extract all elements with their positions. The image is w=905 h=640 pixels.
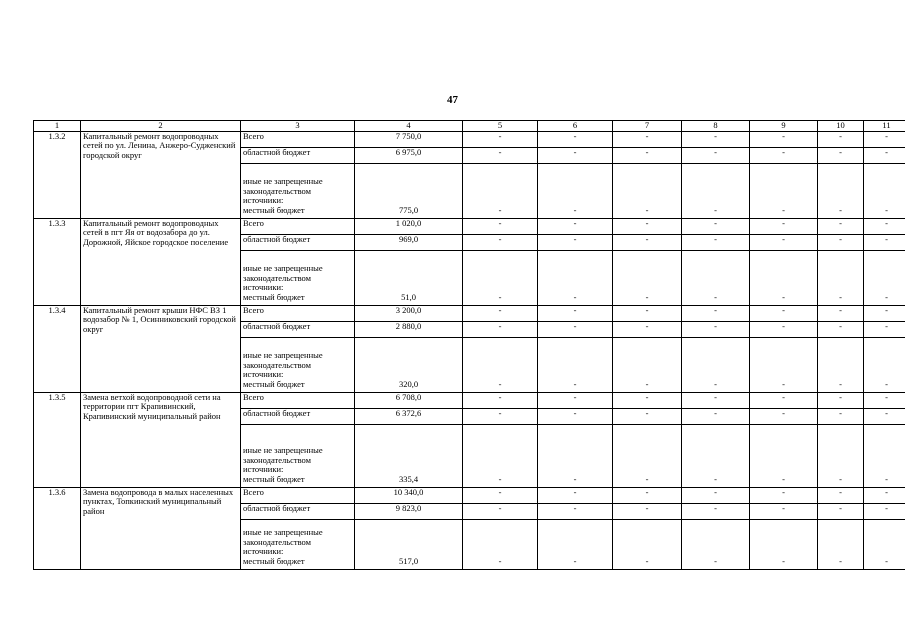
funding-amount: 517,0 [355, 519, 463, 569]
column-number: 5 [463, 121, 538, 132]
year-value: - [463, 147, 538, 163]
year-value: - [864, 519, 905, 569]
year-value: - [750, 503, 818, 519]
funding-source-other: иные не запрещенные законодательством источники: [243, 445, 323, 475]
funding-source-other: иные не запрещенные законодательством источники: [243, 176, 323, 206]
year-value: - [750, 392, 818, 408]
year-value: - [682, 234, 750, 250]
funding-source-local: местный бюджет [243, 556, 305, 566]
year-value: - [818, 250, 864, 305]
year-value: - [750, 218, 818, 234]
year-value: - [463, 234, 538, 250]
funding-amount: 10 340,0 [355, 487, 463, 503]
year-value: - [682, 337, 750, 392]
year-value: - [538, 392, 613, 408]
year-value: - [864, 250, 905, 305]
funding-source [241, 163, 355, 218]
funding-source-local: местный бюджет [243, 379, 305, 389]
year-value: - [538, 250, 613, 305]
funding-source: Всего [241, 218, 355, 234]
year-value: - [613, 408, 682, 424]
year-value: - [682, 218, 750, 234]
year-value: - [538, 503, 613, 519]
year-value: - [613, 503, 682, 519]
year-value: - [538, 321, 613, 337]
column-number: 11 [864, 121, 905, 132]
funding-source [241, 519, 355, 569]
column-number: 2 [81, 121, 241, 132]
funding-source: областной бюджет [241, 408, 355, 424]
year-value: - [613, 519, 682, 569]
funding-source [241, 250, 355, 305]
year-value: - [463, 519, 538, 569]
column-number: 10 [818, 121, 864, 132]
year-value: - [750, 234, 818, 250]
year-value: - [818, 519, 864, 569]
funding-source: областной бюджет [241, 147, 355, 163]
year-value: - [864, 321, 905, 337]
program-activities-table [33, 120, 905, 570]
year-value: - [864, 503, 905, 519]
year-value: - [682, 487, 750, 503]
activity-row-total [34, 131, 905, 147]
year-value: - [613, 250, 682, 305]
year-value: - [864, 305, 905, 321]
year-value: - [750, 163, 818, 218]
year-value: - [538, 519, 613, 569]
page-number: 47 [447, 94, 458, 106]
activity-row-total [34, 218, 905, 234]
year-value: - [682, 163, 750, 218]
column-number: 3 [241, 121, 355, 132]
funding-amount: 775,0 [355, 163, 463, 218]
year-value: - [750, 147, 818, 163]
funding-source-local: местный бюджет [243, 474, 305, 484]
year-value: - [463, 503, 538, 519]
funding-source-local: местный бюджет [243, 292, 305, 302]
year-value: - [538, 408, 613, 424]
funding-source-other: иные не запрещенные законодательством источники: [243, 263, 323, 293]
funding-amount: 2 880,0 [355, 321, 463, 337]
year-value: - [818, 503, 864, 519]
year-value: - [463, 424, 538, 487]
year-value: - [864, 392, 905, 408]
funding-source-other: иные не запрещенные законодательством источники: [243, 527, 323, 557]
activity-number: 1.3.6 [34, 487, 81, 569]
year-value: - [613, 424, 682, 487]
funding-source: Всего [241, 305, 355, 321]
year-value: - [682, 503, 750, 519]
year-value: - [818, 408, 864, 424]
year-value: - [463, 392, 538, 408]
year-value: - [538, 337, 613, 392]
funding-source-local: местный бюджет [243, 205, 305, 215]
year-value: - [818, 392, 864, 408]
year-value: - [750, 487, 818, 503]
year-value: - [538, 131, 613, 147]
year-value: - [613, 337, 682, 392]
funding-amount: 335,4 [355, 424, 463, 487]
year-value: - [864, 424, 905, 487]
year-value: - [818, 337, 864, 392]
year-value: - [750, 424, 818, 487]
funding-amount: 6 708,0 [355, 392, 463, 408]
year-value: - [463, 163, 538, 218]
year-value: - [818, 305, 864, 321]
year-value: - [682, 305, 750, 321]
activity-name: Замена водопровода в малых населенных пунктах, Топкинский муниципальный район [81, 487, 241, 569]
year-value: - [682, 408, 750, 424]
activity-number: 1.3.3 [34, 218, 81, 305]
year-value: - [818, 131, 864, 147]
year-value: - [818, 234, 864, 250]
column-number: 7 [613, 121, 682, 132]
year-value: - [613, 321, 682, 337]
funding-source: областной бюджет [241, 321, 355, 337]
activity-row-total [34, 487, 905, 503]
year-value: - [750, 321, 818, 337]
year-value: - [750, 131, 818, 147]
funding-source: областной бюджет [241, 234, 355, 250]
year-value: - [750, 250, 818, 305]
activity-row-total [34, 305, 905, 321]
funding-amount: 7 750,0 [355, 131, 463, 147]
year-value: - [864, 218, 905, 234]
year-value: - [682, 321, 750, 337]
funding-source [241, 337, 355, 392]
year-value: - [750, 408, 818, 424]
year-value: - [613, 487, 682, 503]
funding-source-other: иные не запрещенные законодательством источники: [243, 350, 323, 380]
activity-number: 1.3.4 [34, 305, 81, 392]
activity-name: Капитальный ремонт водопроводных сетей по ул. Ленина, Анжеро-Судженский городской округ [81, 131, 241, 218]
funding-source [241, 424, 355, 487]
year-value: - [538, 424, 613, 487]
year-value: - [864, 234, 905, 250]
year-value: - [818, 321, 864, 337]
funding-amount: 6 975,0 [355, 147, 463, 163]
year-value: - [818, 218, 864, 234]
year-value: - [613, 234, 682, 250]
year-value: - [682, 424, 750, 487]
column-number: 4 [355, 121, 463, 132]
year-value: - [682, 131, 750, 147]
funding-amount: 51,0 [355, 250, 463, 305]
funding-source: Всего [241, 487, 355, 503]
year-value: - [682, 519, 750, 569]
year-value: - [613, 163, 682, 218]
year-value: - [463, 131, 538, 147]
activity-name: Замена ветхой водопроводной сети на территории пгт Крапивинский, Крапивинский муниципальный район [81, 392, 241, 487]
year-value: - [463, 321, 538, 337]
year-value: - [864, 337, 905, 392]
funding-amount: 969,0 [355, 234, 463, 250]
activity-number: 1.3.2 [34, 131, 81, 218]
year-value: - [463, 337, 538, 392]
funding-source: Всего [241, 131, 355, 147]
year-value: - [682, 250, 750, 305]
year-value: - [613, 131, 682, 147]
year-value: - [864, 147, 905, 163]
funding-amount: 320,0 [355, 337, 463, 392]
year-value: - [750, 519, 818, 569]
year-value: - [818, 487, 864, 503]
year-value: - [750, 337, 818, 392]
year-value: - [538, 163, 613, 218]
year-value: - [538, 234, 613, 250]
year-value: - [613, 218, 682, 234]
year-value: - [538, 147, 613, 163]
year-value: - [613, 305, 682, 321]
year-value: - [538, 305, 613, 321]
year-value: - [682, 147, 750, 163]
activity-name: Капитальный ремонт водопроводных сетей в пгт Яя от водозабора до ул. Дорожной, Яйское городское поселение [81, 218, 241, 305]
year-value: - [463, 408, 538, 424]
column-number: 8 [682, 121, 750, 132]
column-number-row [34, 121, 905, 132]
funding-amount: 1 020,0 [355, 218, 463, 234]
year-value: - [682, 392, 750, 408]
year-value: - [613, 147, 682, 163]
activity-number: 1.3.5 [34, 392, 81, 487]
year-value: - [864, 131, 905, 147]
funding-amount: 3 200,0 [355, 305, 463, 321]
year-value: - [613, 392, 682, 408]
funding-amount: 6 372,6 [355, 408, 463, 424]
year-value: - [864, 487, 905, 503]
activity-name: Капитальный ремонт крыши НФС ВЗ 1 водозабор № 1, Осинниковский городской округ [81, 305, 241, 392]
year-value: - [818, 424, 864, 487]
year-value: - [538, 487, 613, 503]
year-value: - [818, 147, 864, 163]
funding-source: областной бюджет [241, 503, 355, 519]
year-value: - [864, 163, 905, 218]
activity-row-total [34, 392, 905, 408]
year-value: - [463, 487, 538, 503]
column-number: 6 [538, 121, 613, 132]
column-number: 1 [34, 121, 81, 132]
year-value: - [864, 408, 905, 424]
year-value: - [463, 305, 538, 321]
year-value: - [463, 218, 538, 234]
funding-source: Всего [241, 392, 355, 408]
column-number: 9 [750, 121, 818, 132]
year-value: - [538, 218, 613, 234]
year-value: - [463, 250, 538, 305]
year-value: - [750, 305, 818, 321]
year-value: - [818, 163, 864, 218]
funding-amount: 9 823,0 [355, 503, 463, 519]
